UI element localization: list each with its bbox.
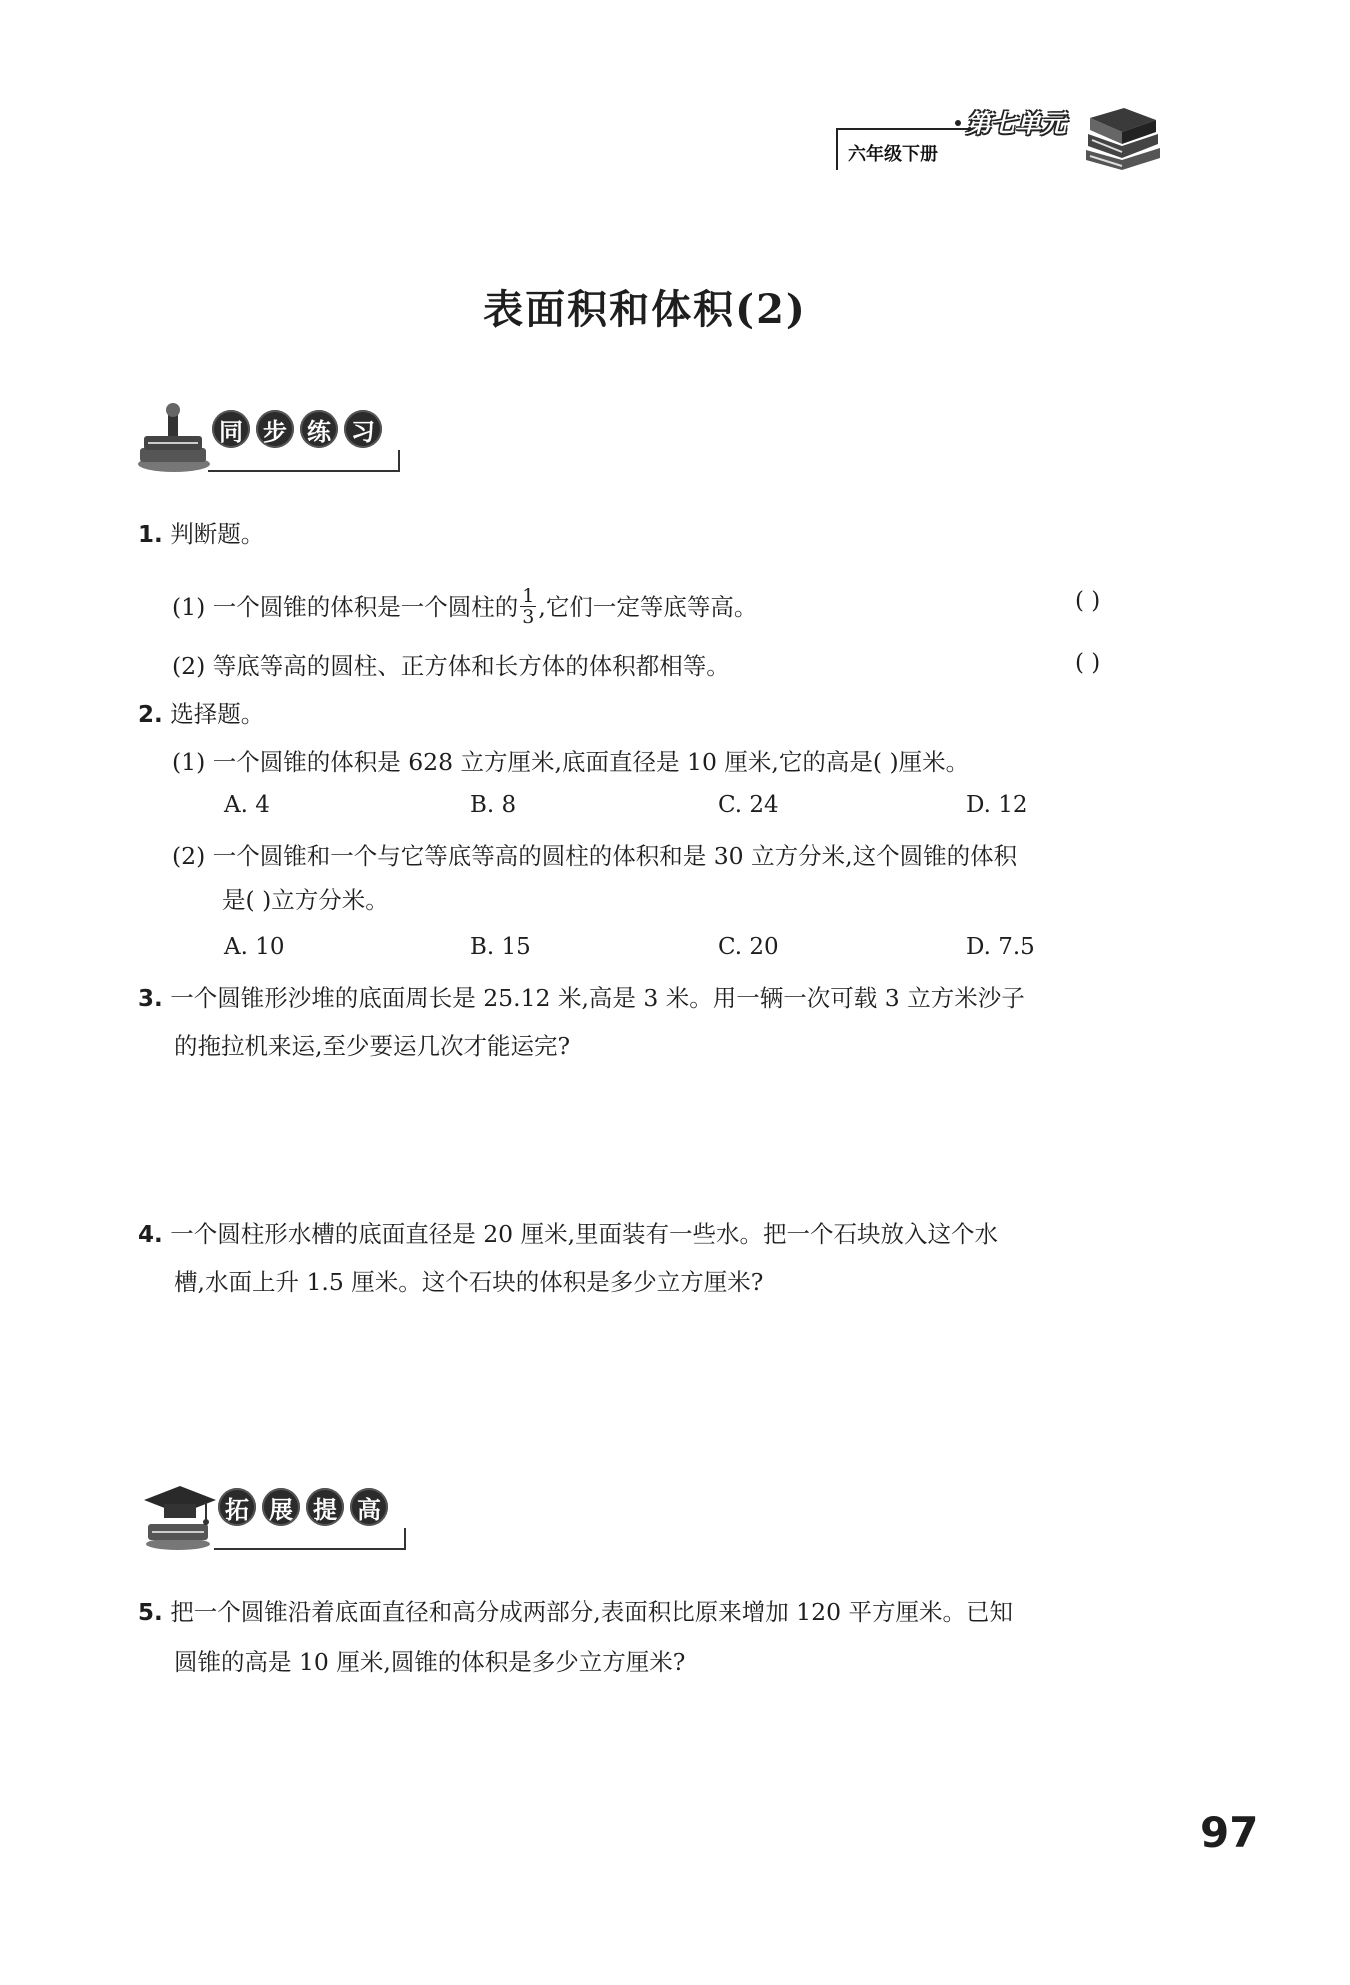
banner-chips (218, 1488, 388, 1526)
banner-chip: 同 (212, 410, 250, 448)
question-2 (138, 698, 264, 731)
option-c[interactable]: C. 20 (718, 934, 779, 960)
option-c[interactable]: C. 24 (718, 792, 779, 818)
fraction (520, 586, 536, 627)
answer-blank[interactable]: ( ) (1075, 588, 1101, 614)
q2-sub-2-line-1: (2) 一个圆锥和一个与它等底等高的圆柱的体积和是 30 立方分米,这个圆锥的体积 (172, 842, 1018, 870)
item-text: ,它们一定等底等高。 (538, 593, 758, 621)
question-3-line-2: 的拖拉机来运,至少要运几次才能运完? (174, 1032, 571, 1060)
answer-blank[interactable]: ( ) (1075, 650, 1101, 676)
option-a[interactable]: A. 10 (224, 934, 285, 960)
banner-underline (208, 450, 400, 472)
section-banner-extension (140, 1480, 410, 1550)
fraction-denominator: 3 (522, 606, 535, 628)
banner-chip: 展 (262, 1488, 300, 1526)
question-text: 把一个圆锥沿着底面直径和高分成两部分,表面积比原来增加 120 平方厘米。已知 (170, 1598, 1013, 1626)
question-4-line-2: 槽,水面上升 1.5 厘米。这个石块的体积是多少立方厘米? (174, 1268, 764, 1296)
question-text: 判断题。 (170, 520, 265, 548)
item-text: (1) 一个圆锥的体积是一个圆柱的 (172, 593, 519, 621)
question-number: 2. (138, 702, 163, 728)
item-text: (2) 等底等高的圆柱、正方体和长方体的体积都相等。 (172, 652, 730, 680)
option-a[interactable]: A. 4 (224, 792, 270, 818)
question-4 (138, 1218, 998, 1251)
question-5 (138, 1596, 1013, 1629)
banner-chip: 练 (300, 410, 338, 448)
banner-underline (214, 1528, 406, 1550)
grade-label: 六年级下册 (848, 144, 938, 165)
question-5-line-2: 圆锥的高是 10 厘米,圆锥的体积是多少立方厘米? (174, 1648, 686, 1676)
option-b[interactable]: B. 15 (470, 934, 531, 960)
fraction-numerator: 1 (522, 585, 535, 607)
option-d[interactable]: D. 7.5 (966, 934, 1035, 960)
question-text: 选择题。 (170, 700, 265, 728)
q2-sub-1: (1) 一个圆锥的体积是 628 立方厘米,底面直径是 10 厘米,它的高是( )厘米。 (172, 748, 970, 776)
lamp-books-icon (134, 402, 214, 474)
question-number: 3. (138, 986, 163, 1012)
page-title: 表面积和体积(2) (483, 286, 807, 333)
section-banner-practice (134, 402, 404, 472)
option-b[interactable]: B. 8 (470, 792, 517, 818)
grade-box (836, 128, 983, 170)
banner-chip: 提 (306, 1488, 344, 1526)
q1-item-1 (172, 585, 758, 629)
question-3 (138, 982, 1025, 1015)
banner-chip: 习 (344, 410, 382, 448)
question-text: 一个圆柱形水槽的底面直径是 20 厘米,里面装有一些水。把一个石块放入这个水 (170, 1220, 999, 1248)
q2-sub-2-line-2: 是( )立方分米。 (222, 886, 389, 914)
question-text: 一个圆锥形沙堆的底面周长是 25.12 米,高是 3 米。用一辆一次可载 3 立方米沙子 (170, 984, 1025, 1012)
banner-chip: 拓 (218, 1488, 256, 1526)
banner-chip: 步 (256, 410, 294, 448)
graduation-cap-icon (140, 1480, 220, 1552)
unit-label: 第七单元 (966, 109, 1067, 138)
question-number: 1. (138, 522, 163, 548)
banner-chip: 高 (350, 1488, 388, 1526)
question-1 (138, 518, 264, 551)
book-stack-icon (1084, 100, 1160, 172)
unit-header (836, 100, 1166, 176)
q1-item-2 (172, 650, 730, 682)
banner-chips (212, 410, 382, 448)
option-d[interactable]: D. 12 (966, 792, 1028, 818)
page-number: 97 (1200, 1808, 1259, 1857)
question-number: 5. (138, 1600, 163, 1626)
question-number: 4. (138, 1222, 163, 1248)
header-dot (955, 120, 961, 126)
